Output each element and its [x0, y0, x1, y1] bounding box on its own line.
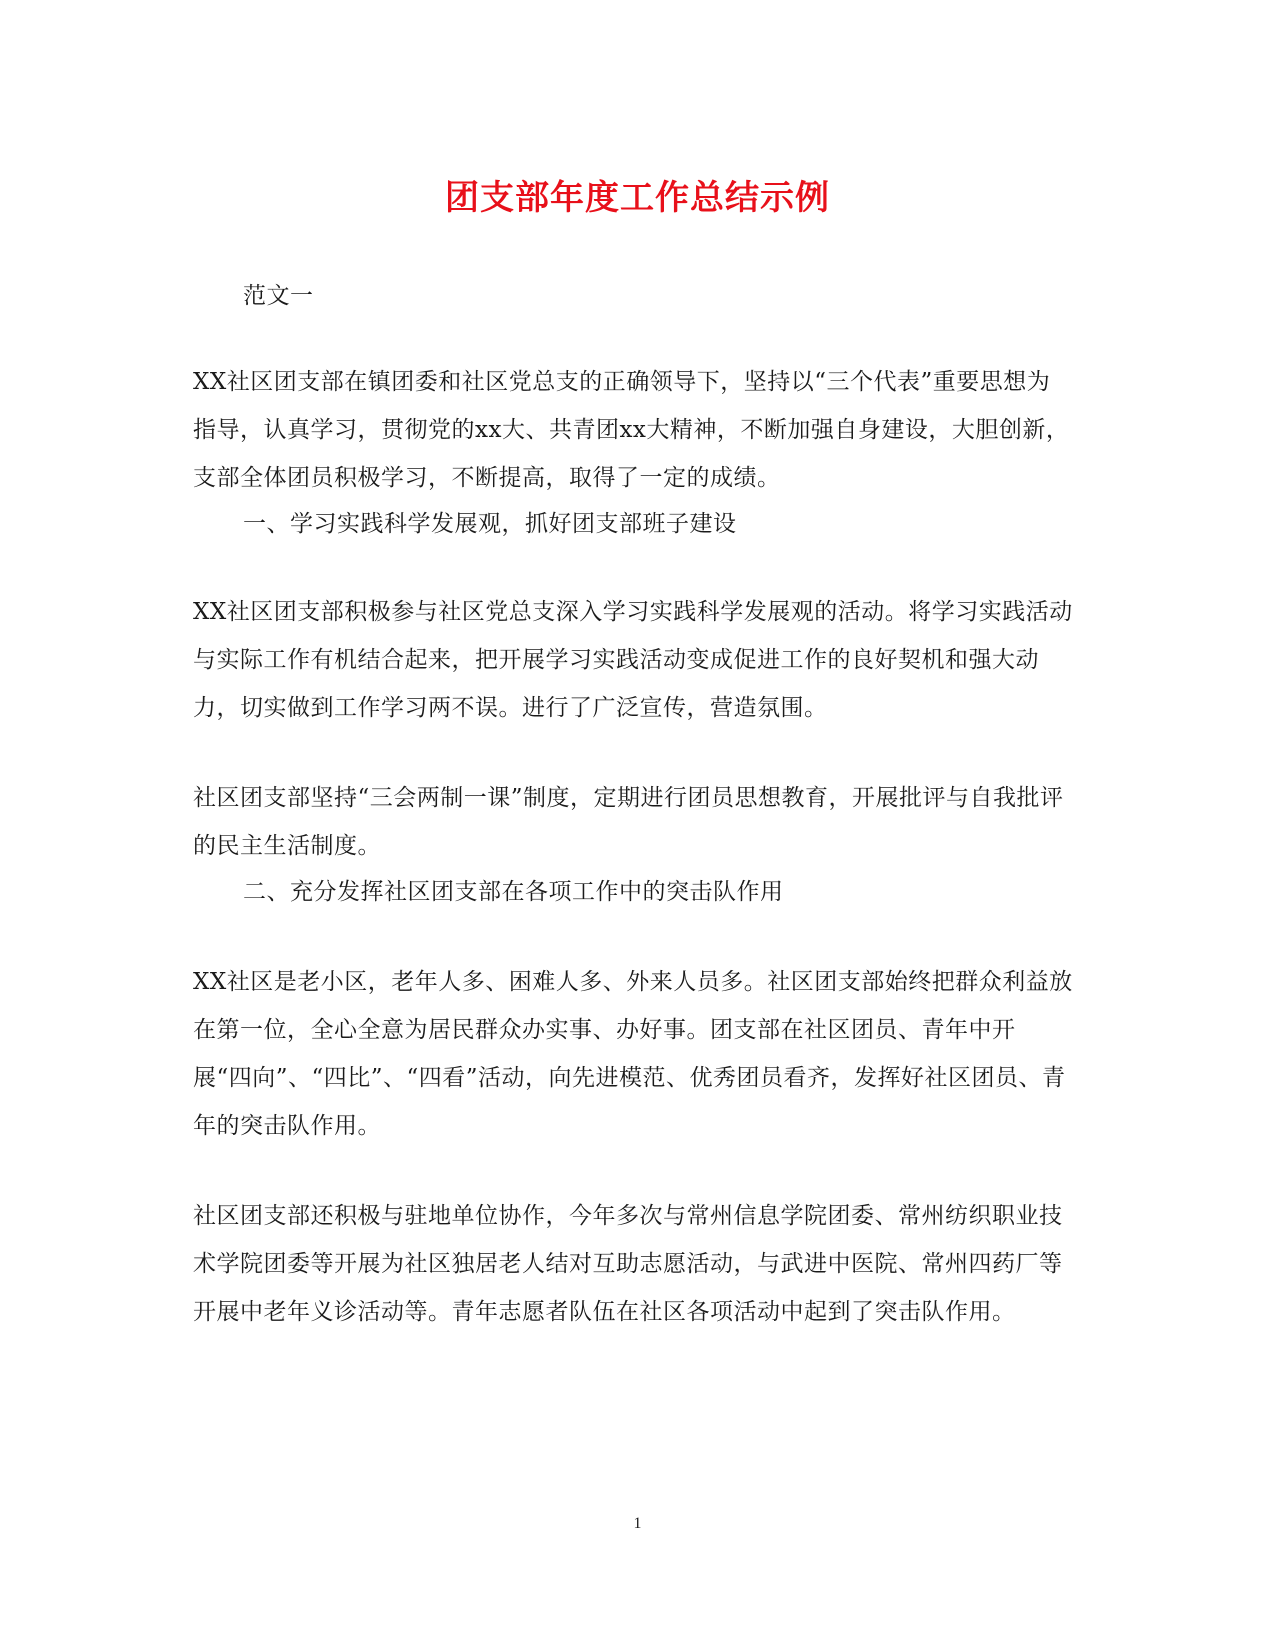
page-number: 1	[633, 1515, 642, 1532]
paragraph-volunteer-work: 社区团支部还积极与驻地单位协作，今年多次与常州信息学院团委、常州纺织职业技术学院团委等开展为社区独居老人结对互助志愿活动，与武进中医院、常州四药厂等开展中老年义诊活动等。青年志愿者队伍在社区各项活动中起到了突击队作用。	[193, 1203, 1063, 1325]
paragraph-meeting-system: 社区团支部坚持“三会两制一课”制度，定期进行团员思想教育，开展批评与自我批评的民主生活制度。	[193, 785, 1064, 859]
paragraph-intro: XX社区团支部在镇团委和社区党总支的正确领导下，坚持以“三个代表”重要思想为指导，认真学习，贯彻党的xx大、共青团xx大精神，不断加强自身建设，大胆创新，支部全体团员积极学习，不断提高，取得了一定的成绩。	[193, 369, 1070, 491]
paragraph-community-work: XX社区是老小区，老年人多、困难人多、外来人员多。社区团支部始终把群众利益放在第一位，全心全意为居民群众办实事、办好事。团支部在社区团员、青年中开展“四向”、“四比”、“四看”活动，向先进模范、优秀团员看齐，发挥好社区团员、青年的突击队作用。	[193, 969, 1073, 1139]
section-heading-1: 一、学习实践科学发展观，抓好团支部班子建设	[243, 511, 737, 537]
paragraph-study-practice: XX社区团支部积极参与社区党总支深入学习实践科学发展观的活动。将学习实践活动与实际工作有机结合起来，把开展学习实践活动变成促进工作的良好契机和强大动力，切实做到工作学习两不误。进行了广泛宣传，营造氛围。	[193, 599, 1073, 721]
section-heading-2: 二、充分发挥社区团支部在各项工作中的突击队作用	[243, 879, 784, 905]
sample-label: 范文一	[243, 283, 314, 309]
document-title: 团支部年度工作总结示例	[445, 178, 830, 218]
